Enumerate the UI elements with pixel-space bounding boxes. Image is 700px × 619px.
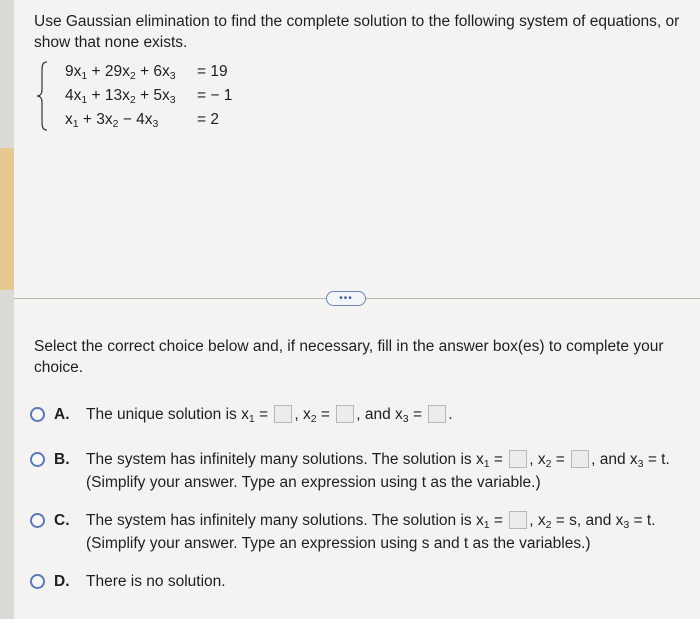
choice-letter: B. <box>54 451 70 468</box>
equation-system <box>35 58 295 134</box>
radio-choice-d[interactable] <box>30 574 45 589</box>
equation-row: $9x_1 + 29x_2 + 6x_3 = 19$ <box>65 63 228 82</box>
equation-row: $x_1 + 3x_2 - 4x_3 = 2$ <box>65 111 219 130</box>
choice-letter: D. <box>54 573 70 590</box>
left-brace-icon <box>35 58 59 134</box>
answer-box-x3[interactable] <box>428 405 446 423</box>
choice-d[interactable] <box>30 571 430 595</box>
choice-c-hint: (Simplify your answer. Type an expression using s and t as the variables.) <box>86 535 591 552</box>
radio-choice-c[interactable] <box>30 513 45 528</box>
radio-choice-a[interactable] <box>30 407 45 422</box>
choice-letter: A. <box>54 406 70 423</box>
answer-box-x2[interactable] <box>336 405 354 423</box>
answer-box-x1[interactable] <box>274 405 292 423</box>
choice-b-hint: (Simplify your answer. Type an expression using t as the variable.) <box>86 474 541 491</box>
expand-ellipsis-button[interactable]: ••• <box>326 291 366 306</box>
answer-box-x2[interactable] <box>571 450 589 468</box>
choice-c-text: The system has infinitely many solutions. The solution is $x_1$ = , $x_2 = s$, and $x_3 = t$. <box>86 512 656 531</box>
left-edge-strip <box>0 0 14 619</box>
choice-d-text: There is no solution. <box>86 573 226 590</box>
choice-a-text: The unique solution is $x_1$ = , $x_2$ = , and $x_3$ = . <box>86 406 453 425</box>
choice-b[interactable] <box>30 449 680 497</box>
question-text: Use Gaussian elimination to find the complete solution to the following system of equations, or show that none exists. <box>34 13 680 51</box>
choice-c[interactable] <box>30 510 680 558</box>
choice-b-text: The system has infinitely many solutions. The solution is $x_1$ = , $x_2$ = , and $x_3 = t$. <box>86 451 670 470</box>
answer-box-x1[interactable] <box>509 511 527 529</box>
choice-letter: C. <box>54 512 70 529</box>
left-accent-marker <box>0 148 14 290</box>
choice-a[interactable] <box>30 404 670 428</box>
radio-choice-b[interactable] <box>30 452 45 467</box>
equation-row: $4x_1 + 13x_2 + 5x_3$ = − 1 <box>65 87 233 106</box>
instruction-text: Select the correct choice below and, if necessary, fill in the answer box(es) to complete your choice. <box>34 338 664 376</box>
answer-box-x1[interactable] <box>509 450 527 468</box>
